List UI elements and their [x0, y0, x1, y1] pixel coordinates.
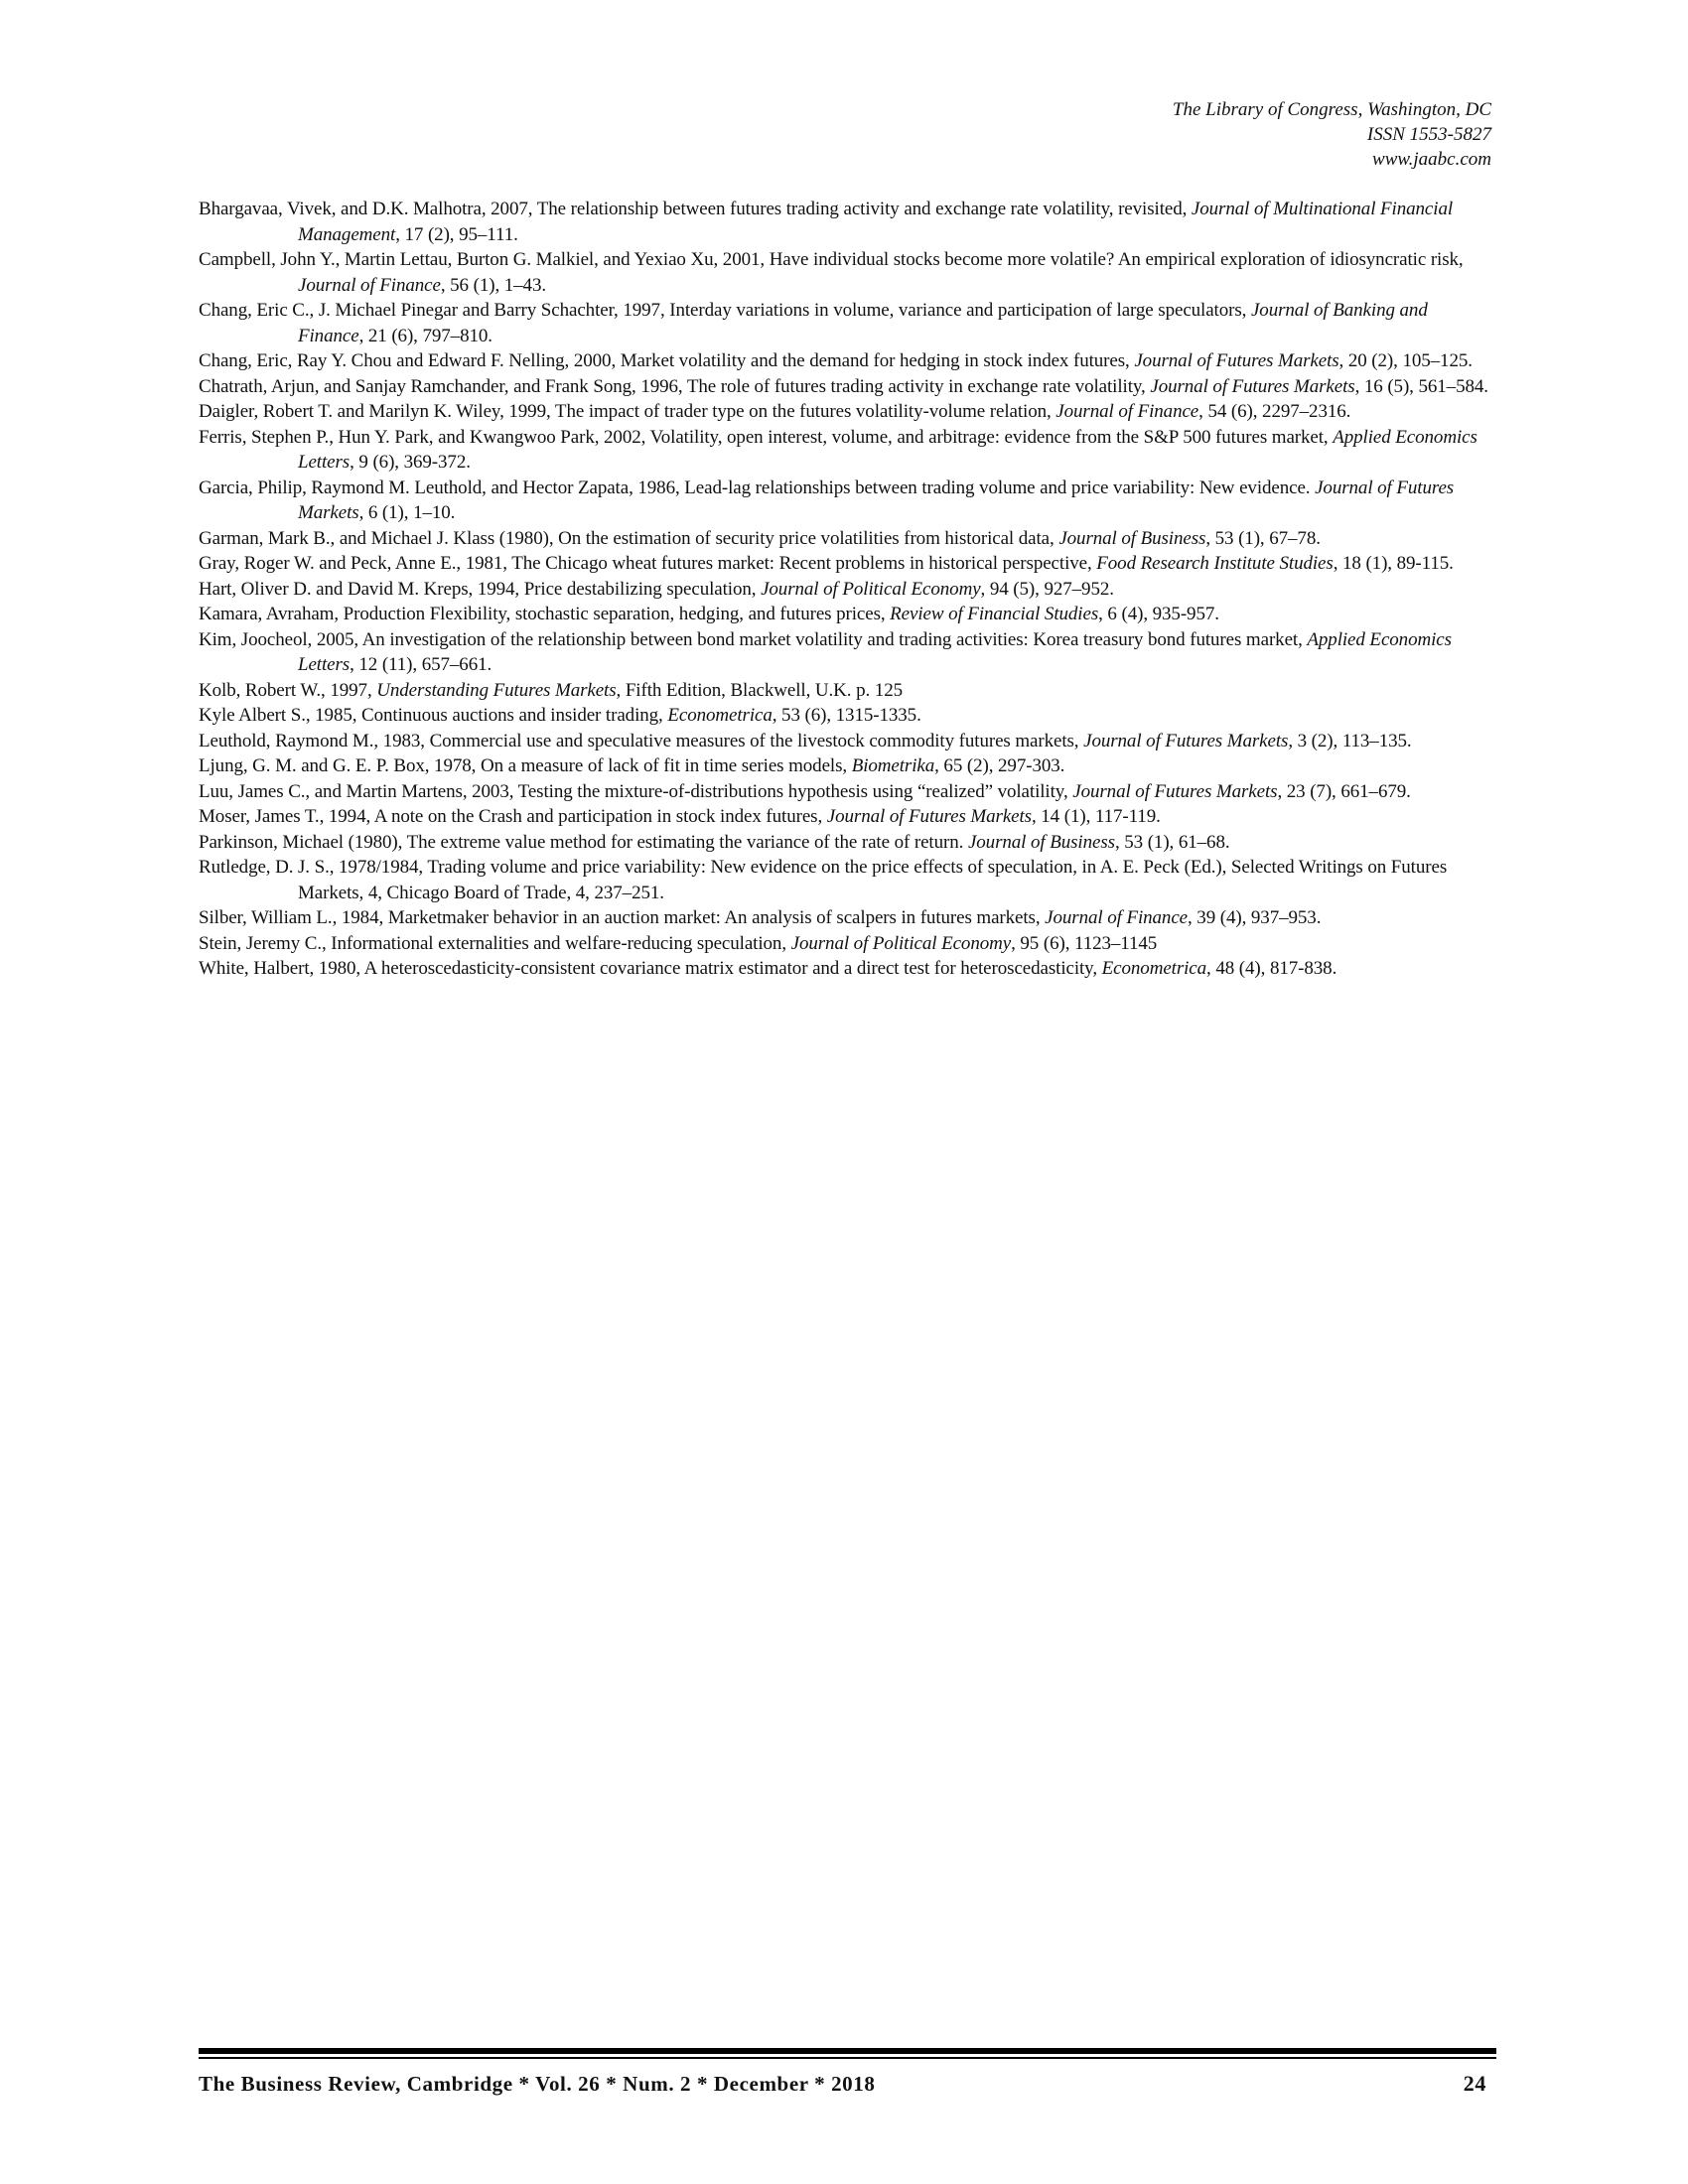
reference-text: White, Halbert, 1980, A heteroscedasticity-consistent covariance matrix estimator and a direct test for heteroscedasticity,: [199, 958, 1102, 979]
reference-citation-details: , 14 (1), 117-119.: [1031, 806, 1161, 827]
reference-citation-details: , 53 (6), 1315-1335.: [772, 705, 921, 726]
reference-citation-details: , 95 (6), 1123–1145: [1011, 932, 1158, 954]
reference-entry: [199, 830, 1494, 856]
reference-entry: [199, 678, 1494, 704]
reference-citation-details: , 21 (6), 797–810.: [358, 325, 492, 346]
reference-entry: [199, 804, 1494, 830]
reference-source-title: Journal of Finance: [298, 274, 441, 296]
reference-text: Kamara, Avraham, Production Flexibility, stochastic separation, hedging, and futures prices,: [199, 604, 891, 624]
reference-text: Kolb, Robert W., 1997,: [199, 679, 377, 701]
reference-source-title: Biometrika: [851, 755, 935, 776]
reference-source-title: Journal of Multinational Financial Management: [298, 199, 1454, 245]
reference-text: Kyle Albert S., 1985, Continuous auctions and insider trading,: [199, 705, 668, 726]
reference-citation-details: , Fifth Edition, Blackwell, U.K. p. 125: [616, 679, 903, 701]
reference-text: Daigler, Robert T. and Marilyn K. Wiley, 1999, The impact of trader type on the futures volatility-volume relation,: [199, 401, 1056, 422]
header-publisher: The Library of Congress, Washington, DC: [1172, 99, 1491, 120]
reference-text: Kim, Joocheol, 2005, An investigation of the relationship between bond market volatility and trading activities: Korea treasury bond futures market,: [199, 628, 1308, 650]
reference-entry: [199, 374, 1494, 400]
reference-citation-details: , 94 (5), 927–952.: [980, 578, 1114, 600]
reference-entry: [199, 703, 1494, 729]
reference-entry: [199, 551, 1494, 577]
reference-source-title: Econometrica: [667, 705, 773, 726]
reference-source-title: Review of Financial Studies: [890, 604, 1099, 624]
reference-citation-details: , 18 (1), 89-115.: [1333, 553, 1454, 574]
reference-source-title: Journal of Futures Markets: [1072, 780, 1278, 802]
reference-source-title: Journal of Futures Markets: [1134, 350, 1339, 371]
reference-citation-details: , 17 (2), 95–111.: [395, 223, 518, 245]
reference-text: Silber, William L., 1984, Marketmaker behavior in an auction market: An analysis of scalpers in futures markets,: [199, 907, 1046, 928]
reference-citation-details: , 53 (1), 67–78.: [1205, 527, 1321, 549]
reference-citation-details: , 9 (6), 369-372.: [350, 452, 471, 473]
reference-source-title: Journal of Finance: [1055, 401, 1199, 422]
reference-source-title: Journal of Finance: [1045, 907, 1188, 928]
reference-source-title: Journal of Futures Markets: [826, 806, 1032, 827]
reference-source-title: Food Research Institute Studies: [1096, 553, 1334, 574]
reference-source-title: Journal of Futures Markets: [1083, 730, 1289, 751]
reference-entry: [199, 931, 1494, 957]
reference-citation-details: , 56 (1), 1–43.: [440, 274, 546, 296]
reference-text: Chang, Eric, Ray Y. Chou and Edward F. Nelling, 2000, Market volatility and the demand for hedging in stock index futures,: [199, 350, 1135, 371]
reference-entry: [199, 779, 1494, 805]
reference-citation-details: , 48 (4), 817-838.: [1206, 958, 1337, 979]
reference-entry: [199, 729, 1494, 754]
reference-citation-details: , 23 (7), 661–679.: [1277, 780, 1411, 802]
reference-entry: [199, 602, 1494, 627]
reference-text: Bhargavaa, Vivek, and D.K. Malhotra, 2007, The relationship between futures trading activity and exchange rate volatility, revisited,: [199, 199, 1192, 219]
reference-source-title: Econometrica: [1101, 958, 1207, 979]
reference-text: Garcia, Philip, Raymond M. Leuthold, and Hector Zapata, 1986, Lead-lag relationships between trading volume and price variability: New evidence.: [199, 477, 1316, 498]
reference-citation-details: , 53 (1), 61–68.: [1114, 831, 1230, 853]
reference-entry: [199, 956, 1494, 982]
reference-text: Ferris, Stephen P., Hun Y. Park, and Kwangwoo Park, 2002, Volatility, open interest, volume, and arbitrage: evidence from the S&P 500 futures market,: [199, 426, 1334, 448]
reference-entry: [199, 627, 1494, 678]
reference-citation-details: , 65 (2), 297-303.: [934, 755, 1065, 776]
reference-entry: [199, 753, 1494, 779]
reference-citation-details: , 16 (5), 561–584.: [1354, 375, 1488, 397]
reference-source-title: Journal of Political Economy: [790, 932, 1012, 954]
reference-text: Hart, Oliver D. and David M. Kreps, 1994, Price destabilizing speculation,: [199, 578, 762, 600]
reference-entry: [199, 197, 1494, 247]
reference-source-title: Journal of Futures Markets: [298, 477, 1455, 523]
reference-citation-details: , 20 (2), 105–125.: [1338, 350, 1473, 371]
reference-citation-details: , 54 (6), 2297–2316.: [1198, 401, 1351, 422]
reference-text: Luu, James C., and Martin Martens, 2003, Testing the mixture-of-distributions hypothesis using “realized” volatility,: [199, 780, 1073, 802]
footer-rule-thin: [199, 2057, 1496, 2059]
header-website: www.jaabc.com: [1372, 149, 1491, 170]
reference-text: Campbell, John Y., Martin Lettau, Burton G. Malkiel, and Yexiao Xu, 2001, Have individual stocks become more volatile? An empirical exploration of idiosyncratic risk,: [199, 249, 1464, 270]
reference-source-title: Understanding Futures Markets: [376, 679, 617, 701]
reference-entry: [199, 905, 1494, 931]
header-issn: ISSN 1553-5827: [1366, 124, 1491, 145]
reference-source-title: Journal of Business: [1058, 527, 1206, 549]
reference-citation-details: , 6 (4), 935-957.: [1098, 604, 1219, 624]
reference-entry: [199, 855, 1494, 905]
reference-entry: [199, 425, 1494, 476]
reference-text: Moser, James T., 1994, A note on the Crash and participation in stock index futures,: [199, 806, 827, 827]
reference-text: Leuthold, Raymond M., 1983, Commercial use and speculative measures of the livestock commodity futures markets,: [199, 730, 1084, 751]
reference-text: Rutledge, D. J. S., 1978/1984, Trading volume and price variability: New evidence on the price effects of speculation, in A. E. Peck (Ed.), Selected Writings on Futures Markets, 4, Chicago Board of Trade, 4, 237–251.: [199, 857, 1448, 903]
page-number: 24: [1463, 2071, 1486, 2096]
reference-text: Parkinson, Michael (1980), The extreme value method for estimating the variance of the rate of return.: [199, 831, 968, 853]
reference-entry: [199, 298, 1494, 348]
reference-source-title: Journal of Banking and Finance: [298, 300, 1428, 346]
reference-source-title: Journal of Futures Markets: [1150, 375, 1355, 397]
reference-entry: [199, 526, 1494, 552]
reference-entry: [199, 348, 1494, 374]
reference-text: Chang, Eric C., J. Michael Pinegar and Barry Schachter, 1997, Interday variations in volume, variance and participation of large speculators,: [199, 300, 1251, 321]
reference-citation-details: , 6 (1), 1–10.: [358, 502, 456, 523]
reference-entry: [199, 399, 1494, 425]
reference-entry: [199, 247, 1494, 298]
reference-list: [199, 197, 1494, 982]
reference-entry: [199, 577, 1494, 603]
reference-citation-details: , 12 (11), 657–661.: [350, 654, 492, 675]
page-header: [1173, 97, 1491, 172]
reference-citation-details: , 39 (4), 937–953.: [1188, 907, 1322, 928]
page-footer: [199, 2048, 1496, 2097]
reference-source-title: Applied Economics Letters: [298, 426, 1477, 473]
reference-text: Ljung, G. M. and G. E. P. Box, 1978, On a measure of lack of fit in time series models,: [199, 755, 852, 776]
reference-text: Stein, Jeremy C., Informational externalities and welfare-reducing speculation,: [199, 932, 791, 954]
reference-source-title: Applied Economics Letters: [298, 628, 1452, 675]
reference-entry: [199, 476, 1494, 526]
reference-citation-details: , 3 (2), 113–135.: [1288, 730, 1412, 751]
footer-journal-info: The Business Review, Cambridge * Vol. 26 * Num. 2 * December * 2018: [199, 2072, 876, 2096]
reference-source-title: Journal of Business: [967, 831, 1115, 853]
reference-text: Garman, Mark B., and Michael J. Klass (1980), On the estimation of security price volatilities from historical data,: [199, 527, 1059, 549]
reference-text: Chatrath, Arjun, and Sanjay Ramchander, and Frank Song, 1996, The role of futures trading activity in exchange rate volatility,: [199, 375, 1151, 397]
reference-source-title: Journal of Political Economy: [761, 578, 981, 600]
reference-text: Gray, Roger W. and Peck, Anne E., 1981, The Chicago wheat futures market: Recent problems in historical perspective,: [199, 553, 1097, 574]
